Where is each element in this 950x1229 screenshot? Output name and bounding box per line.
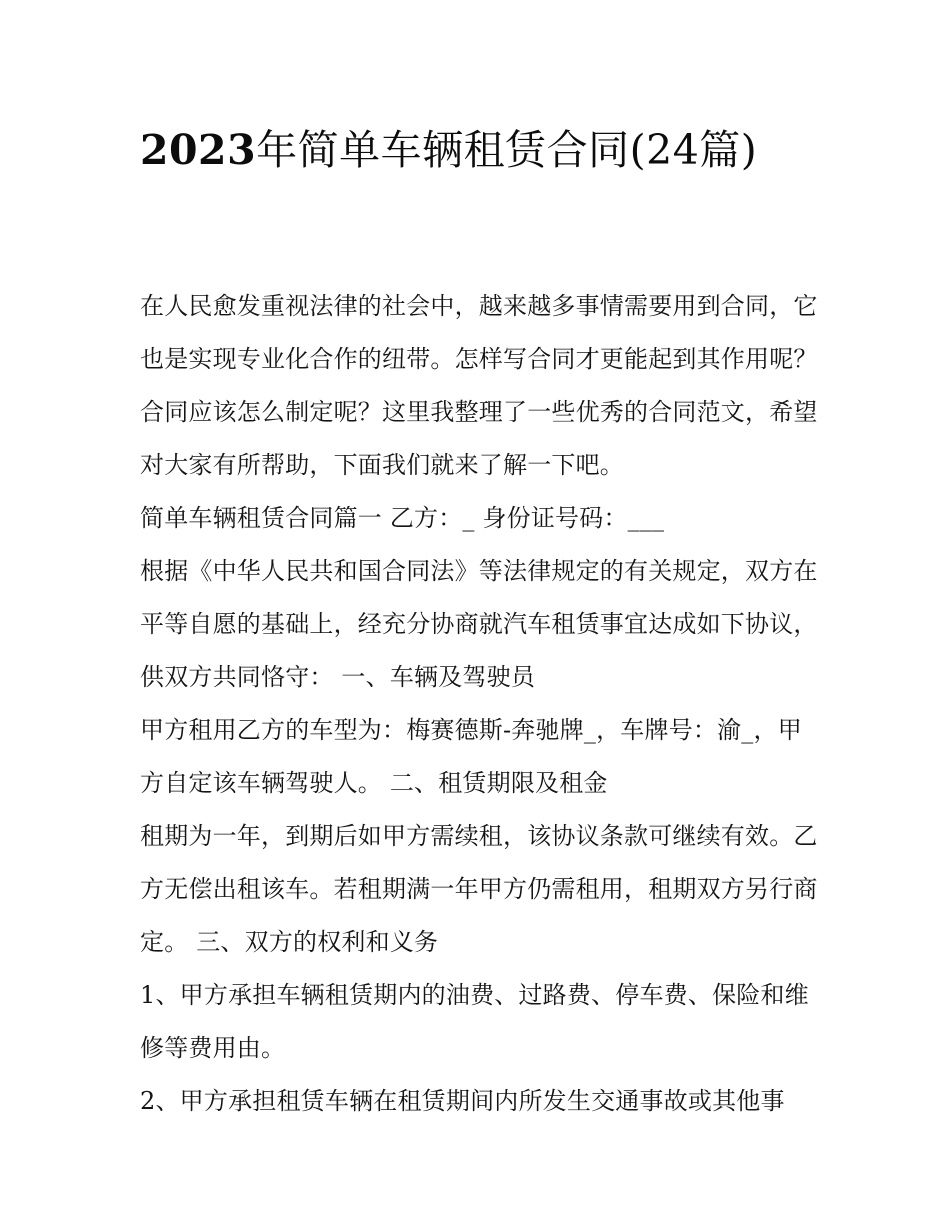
- document-title: [140, 112, 820, 188]
- title-text: 年简单车辆租赁合同(24篇): [256, 126, 758, 174]
- clause-2-paragraph: 2、甲方承担租赁车辆在租赁期间内所发生交通事故或其他事: [140, 1087, 785, 1115]
- lease-term-paragraph: 租期为一年，到期后如甲方需续租，该协议条款可继续有效。乙方无偿出租该车。若租期满一年甲方仍需租用，租期双方另行商定。 三、双方的权利和义务: [140, 822, 818, 956]
- document-body: [140, 280, 820, 1128]
- vehicle-paragraph: 甲方租用乙方的车型为：梅赛德斯-奔驰牌_，车牌号：渝_，甲方自定该车辆驾驶人。 二、租赁期限及租金: [140, 716, 802, 797]
- intro-paragraph: 在人民愈发重视法律的社会中，越来越多事情需要用到合同，它也是实现专业化合作的纽带。怎样写合同才更能起到其作用呢？合同应该怎么制定呢？这里我整理了一些优秀的合同范文，希望对大家有所帮助，下面我们就来了解一下吧。: [140, 292, 818, 479]
- contract-heading-paragraph: 简单车辆租赁合同篇一 乙方：_ 身份证号码：___: [140, 504, 665, 532]
- clause-1-paragraph: 1、甲方承担车辆租赁期内的油费、过路费、停车费、保险和维修等费用由。: [140, 981, 809, 1062]
- legal-basis-paragraph: 根据《中华人民共和国合同法》等法律规定的有关规定，双方在平等自愿的基础上，经充分协商就汽车租赁事宜达成如下协议，供双方共同恪守： 一、车辆及驾驶员: [140, 557, 818, 691]
- title-year: 2023: [140, 126, 257, 174]
